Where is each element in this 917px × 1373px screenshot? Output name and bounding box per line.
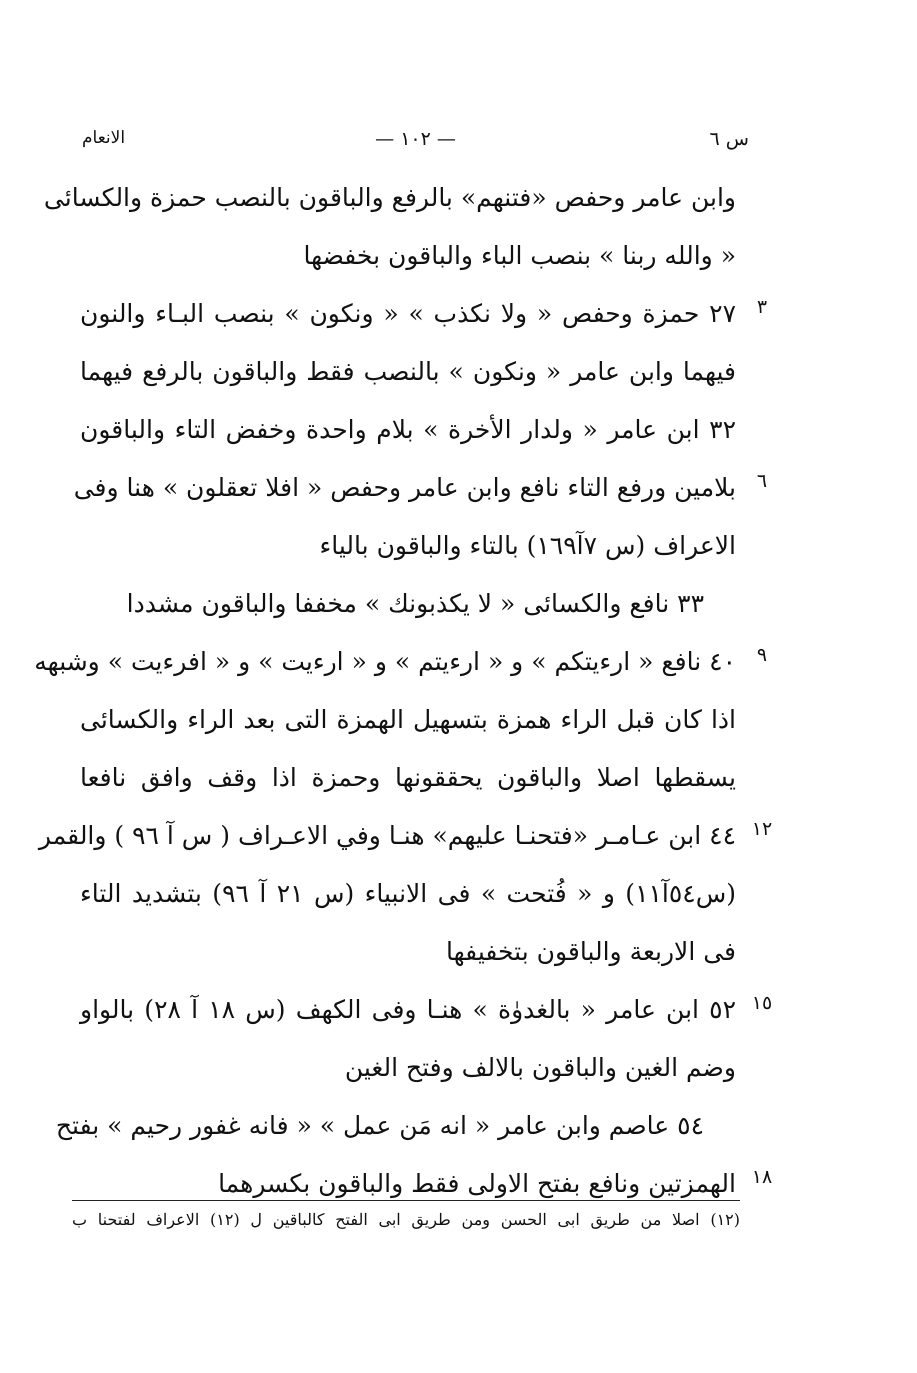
chapter-title: الانعام	[82, 128, 126, 148]
text-line	[73, 462, 782, 520]
text-line	[80, 520, 782, 578]
line-text: بلامين ورفع التاء نافع وابن عامر وحفص « افلا تعقلون » هنا وفى	[73, 473, 736, 502]
sura-number: س ٦	[709, 128, 749, 150]
line-text: ٤٤ ابن عـامـر «فتحنـا عليهم» هنـا وفي الاعـراف ( س آ ٩٦ ) والقمر	[38, 821, 736, 850]
line-text: الاعراف (س ٧آ١٦٩) بالتاء والباقون بالياء	[319, 531, 736, 560]
line-number: ٩	[756, 644, 768, 666]
line-number: ٦	[756, 470, 768, 492]
line-text: (س٥٤آ١١) و « فُتحت » فى الانبياء (س ٢١ آ ٩٦) بتشديد التاء	[80, 879, 737, 908]
text-line	[80, 694, 782, 752]
line-text: وضم الغين والباقون بالالف وفتح الغين	[344, 1053, 736, 1082]
text-line	[80, 868, 782, 926]
footnote: (١٢) اصلا من طريق ابى الحسن ومن طريق ابى الفتح كالباقين ل (١٢) الاعراف لفتحنا ب	[72, 1210, 740, 1229]
text-line	[38, 810, 782, 868]
line-text: فى الاربعة والباقون بتخفيفها	[446, 937, 736, 966]
text-line	[80, 1042, 782, 1100]
footnote-divider	[72, 1200, 740, 1201]
text-line	[80, 578, 782, 636]
line-text: ٥٢ ابن عامر « بالغدوٰة » هنـا وفى الكهف (س ١٨ آ ٢٨) بالواو	[80, 995, 737, 1024]
text-line	[80, 346, 782, 404]
text-line	[80, 288, 782, 346]
line-text: فيهما وابن عامر « ونكون » بالنصب فقط والباقون بالرفع فيهما	[80, 357, 736, 386]
line-text: اذا كان قبل الراء همزة بتسهيل الهمزة التى بعد الراء والكسائى	[80, 705, 736, 734]
text-line	[80, 984, 782, 1042]
text-line	[80, 230, 782, 288]
text-line	[34, 636, 782, 694]
page-body	[34, 172, 782, 1216]
line-number: ١٥	[751, 992, 773, 1014]
text-line	[55, 1100, 782, 1158]
line-text: الهمزتين ونافع بفتح الاولى فقط والباقون بكسرهما	[218, 1169, 736, 1198]
text-line	[80, 404, 782, 462]
line-text: ٤٠ نافع « ارءيتكم » و « ارءيتم » و « ارءيت » و « افرءيت » وشبهه	[34, 647, 736, 676]
line-number: ١٢	[751, 818, 773, 840]
line-text: يسقطها اصلا والباقون يحققونها وحمزة اذا وقف وافق نافعا	[80, 763, 736, 792]
line-text: ٢٧ حمزة وحفص « ولا نكذب » « ونكون » بنصب البـاء والنون	[80, 299, 736, 328]
line-text: ٥٤ عاصم وابن عامر « انه مَن عمل » « فانه غفور رحيم » بفتح	[55, 1111, 704, 1140]
text-line	[80, 926, 782, 984]
text-line	[43, 172, 782, 230]
line-text: « والله ربنا » بنصب الباء والباقون بخفضها	[303, 241, 736, 270]
page-header	[82, 128, 749, 162]
text-line	[80, 752, 782, 810]
line-number: ١٨	[751, 1166, 773, 1188]
line-text: وابن عامر وحفص «فتنهم» بالرفع والباقون بالنصب حمزة والكسائى	[43, 183, 736, 212]
line-number: ٣	[756, 296, 768, 318]
page-number: — ١٠٢ —	[375, 128, 456, 150]
line-text: ٣٢ ابن عامر « ولدار الأخرة » بلام واحدة وخفض التاء والباقون	[80, 415, 736, 444]
line-text: ٣٣ نافع والكسائى « لا يكذبونك » مخففا والباقون مشددا	[126, 589, 704, 618]
text-line	[80, 1158, 782, 1216]
